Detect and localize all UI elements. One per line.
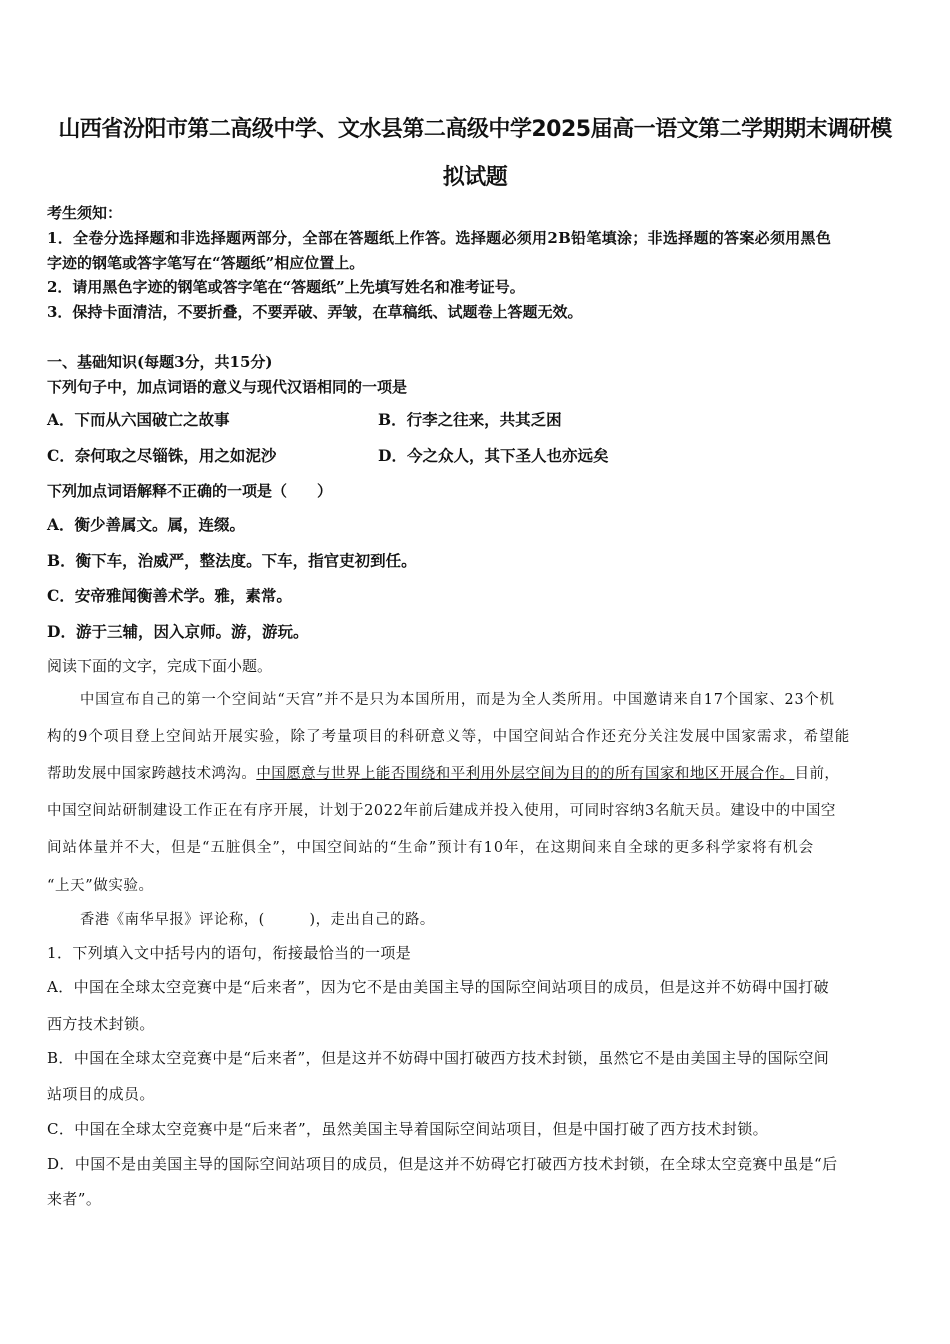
option-b: B．行李之往来，共其乏困 [378, 410, 562, 429]
option-d: D．游于三辅，因入京师。游，游玩。 [47, 622, 309, 641]
option-a: A．衡少善属文。属，连缀。 [47, 515, 246, 534]
passage-text: 目前， [794, 766, 840, 782]
option-c: C．奈何取之尽锱铢，用之如泥沙 [47, 446, 277, 465]
notice-item-2: 2．请用黑色字迹的钢笔或答字笔在“答题纸”上先填写姓名和准考证号。 [47, 278, 525, 296]
option-a: A．下而从六国破亡之故事 [47, 410, 230, 429]
passage-line: “上天”做实验。 [47, 878, 154, 894]
option-d: D．中国不是由美国主导的国际空间站项目的成员，但是这并不妨碍它打破西方技术封锁，在全球太空竞赛中虽是“后 [47, 1155, 838, 1173]
option-a-cont: 西方技术封锁。 [47, 1015, 155, 1033]
notice-item-1-cont: 字迹的钢笔或答字笔写在“答题纸”相应位置上。 [47, 254, 365, 272]
option-c: C．中国在全球太空竞赛中是“后来者”，虽然美国主导着国际空间站项目，但是中国打破了西方技术封锁。 [47, 1120, 769, 1138]
underlined-sentence: 中国愿意与世界上能否围绕和平利用外层空间为目的的所有国家和地区开展合作。 [256, 766, 795, 782]
passage-line: 中国空间站研制建设工作正在有序开展，计划于2022年前后建成并投入使用，可同时容纳3名航天员。建设中的中国空 [47, 803, 837, 819]
notice-item-1: 1．全卷分选择题和非选择题两部分，全部在答题纸上作答。选择题必须用2B铅笔填涂；非选择题的答案必须用黑色 [47, 229, 832, 247]
option-b: B．衡下车，治威严，整法度。下车，指官吏初到任。 [47, 551, 417, 570]
question-stem: 下列加点词语解释不正确的一项是（ ） [47, 482, 333, 500]
passage-line: 间站体量并不大，但是“五脏俱全”，中国空间站的“生命”预计有10年，在这期间来自全球的更多科学家将有机会 [47, 840, 815, 856]
notice-heading: 考生须知： [47, 204, 123, 222]
passage-line [47, 764, 909, 784]
option-c: C．安帝雅闻衡善术学。雅，素常。 [47, 586, 292, 605]
exam-title-line2: 拟试题 [442, 165, 508, 190]
option-d: D．今之众人，其下圣人也亦远矣 [378, 446, 609, 465]
notice-item-3: 3．保持卡面清洁，不要折叠，不要弄破、弄皱，在草稿纸、试题卷上答题无效。 [47, 303, 583, 321]
question-stem: 1．下列填入文中括号内的语句，衔接最恰当的一项是 [47, 944, 412, 962]
option-d-cont: 来者”。 [47, 1190, 102, 1208]
passage-text: 帮助发展中国家跨越技术鸿沟。 [47, 766, 257, 782]
exam-title-line1: 山西省汾阳市第二高级中学、文水县第二高级中学2025届高一语文第二学期期末调研模 [58, 117, 892, 142]
reading-intro: 阅读下面的文字，完成下面小题。 [47, 657, 273, 675]
passage-line: 香港《南华早报》评论称，( )，走出自己的路。 [80, 912, 435, 928]
option-b-cont: 站项目的成员。 [47, 1085, 155, 1103]
section-heading: 一、基础知识(每题3分，共15分) [47, 353, 273, 371]
passage-line: 构的9个项目登上空间站开展实验，除了考量项目的科研意义等，中国空间站合作还充分关注发展中国家需求，希望能 [47, 729, 851, 745]
passage-line: 中国宣布自己的第一个空间站“天宫”并不是只为本国所用，而是为全人类所用。中国邀请来自17个国家、23个机 [80, 692, 835, 708]
question-stem: 下列句子中，加点词语的意义与现代汉语相同的一项是 [47, 378, 408, 396]
option-a: A．中国在全球太空竞赛中是“后来者”，因为它不是由美国主导的国际空间站项目的成员，但是这并不妨碍中国打破 [47, 978, 829, 996]
option-b: B．中国在全球太空竞赛中是“后来者”，但是这并不妨碍中国打破西方技术封锁，虽然它不是由美国主导的国际空间 [47, 1049, 830, 1067]
